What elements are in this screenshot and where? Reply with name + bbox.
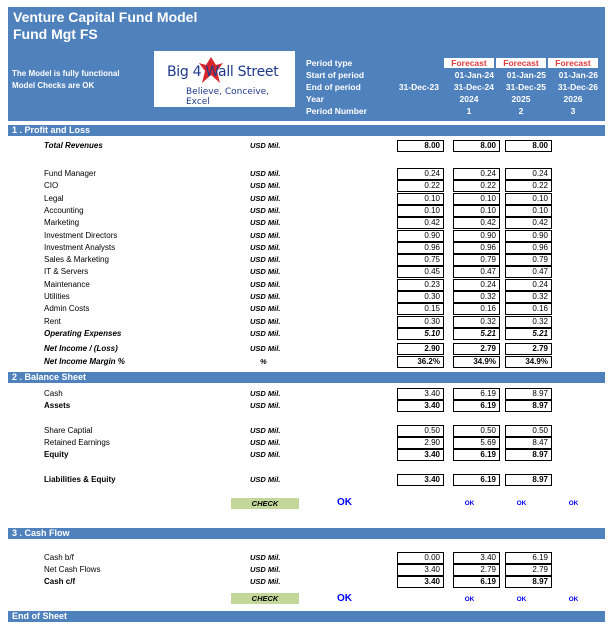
cell-net-income-1[interactable]: 2.90 — [397, 343, 444, 355]
cell-expense-2[interactable]: 0.42 — [453, 217, 500, 229]
start-1: 01-Jan-24 — [454, 70, 494, 80]
year-3: 2026 — [563, 94, 583, 104]
cell-assets-2[interactable]: 6.19 — [453, 400, 500, 412]
row-unit: USD Mil. — [250, 344, 281, 353]
row-unit: USD Mil. — [250, 329, 281, 338]
cell-expense-2[interactable]: 0.32 — [453, 291, 500, 303]
cell-expense-1[interactable]: 0.15 — [397, 303, 444, 315]
row-label: Admin Costs — [44, 304, 90, 313]
model-header — [8, 7, 605, 121]
cf-check-status: OK — [337, 593, 352, 604]
row-unit: USD Mil. — [250, 243, 281, 252]
cell-assets-1[interactable]: 3.40 — [397, 400, 444, 412]
cell-expense-1[interactable]: 0.45 — [397, 266, 444, 278]
cell-equity-3[interactable]: 8.97 — [505, 449, 552, 461]
cell-expense-2[interactable]: 0.47 — [453, 266, 500, 278]
cell-expense-1[interactable]: 0.30 — [397, 316, 444, 328]
row-unit: USD Mil. — [250, 267, 281, 276]
cell-expense-3[interactable]: 0.24 — [505, 168, 552, 180]
row-label: Legal — [44, 194, 64, 203]
num-2: 2 — [518, 106, 524, 116]
row-label: Rent — [44, 317, 61, 326]
cell-expense-2[interactable]: 0.22 — [453, 180, 500, 192]
row-label: Net Income Margin % — [44, 357, 125, 366]
cell-expense-1[interactable]: 0.24 — [397, 168, 444, 180]
section-profit-loss: 1 . Profit and Loss — [8, 125, 605, 136]
cf-check-label: CHECK — [231, 593, 299, 604]
cell-cash-bf-3[interactable]: 6.19 — [505, 552, 552, 564]
cell-expense-3[interactable]: 0.79 — [505, 254, 552, 266]
cell-expense-2[interactable]: 0.90 — [453, 230, 500, 242]
row-unit: USD Mil. — [250, 553, 281, 562]
cell-expense-2[interactable]: 0.16 — [453, 303, 500, 315]
cell-expense-1[interactable]: 0.42 — [397, 217, 444, 229]
row-unit: USD Mil. — [250, 565, 281, 574]
row-label: Operating Expenses — [44, 329, 122, 338]
row-label: Investment Analysts — [44, 243, 116, 252]
row-unit: USD Mil. — [250, 317, 281, 326]
cf-check-ok-2: OK — [516, 596, 527, 603]
cell-cash-3[interactable]: 8.97 — [505, 388, 552, 400]
row-unit: USD Mil. — [250, 577, 281, 586]
bs-check-label: CHECK — [231, 498, 299, 509]
cell-equity-2[interactable]: 6.19 — [453, 449, 500, 461]
cell-expense-2[interactable]: 0.79 — [453, 254, 500, 266]
cell-total-revenues-3[interactable]: 8.00 — [505, 140, 552, 152]
row-unit: USD Mil. — [250, 169, 281, 178]
cell-expense-3[interactable]: 0.32 — [505, 316, 552, 328]
section-balance-sheet: 2 . Balance Sheet — [8, 372, 605, 383]
year-2: 2025 — [511, 94, 531, 104]
cell-expense-2[interactable]: 0.32 — [453, 316, 500, 328]
cell-expense-1[interactable]: 0.22 — [397, 180, 444, 192]
cell-opex-2[interactable]: 5.21 — [453, 328, 500, 340]
cell-cash-bf-2[interactable]: 3.40 — [453, 552, 500, 564]
row-unit: USD Mil. — [250, 206, 281, 215]
row-unit: USD Mil. — [250, 292, 281, 301]
cell-cash-1[interactable]: 3.40 — [397, 388, 444, 400]
cell-net-income-2[interactable]: 2.79 — [453, 343, 500, 355]
cell-opex-1[interactable]: 5.10 — [397, 328, 444, 340]
cell-equity-1[interactable]: 3.40 — [397, 449, 444, 461]
row-label: IT & Servers — [44, 267, 89, 276]
cell-cash-cf-2[interactable]: 6.19 — [453, 576, 500, 588]
bs-check-ok-1: OK — [464, 500, 475, 507]
cell-total-revenues-1[interactable]: 8.00 — [397, 140, 444, 152]
cell-retained-1[interactable]: 2.90 — [397, 437, 444, 449]
row-label: Accounting — [44, 206, 84, 215]
row-label: Liabilities & Equity — [44, 475, 116, 484]
row-unit: USD Mil. — [250, 218, 281, 227]
cell-expense-2[interactable]: 0.24 — [453, 168, 500, 180]
end-of-sheet: End of Sheet — [8, 611, 605, 622]
cell-expense-1[interactable]: 0.75 — [397, 254, 444, 266]
label-period-number: Period Number — [306, 106, 367, 116]
cell-net-cf-1[interactable]: 3.40 — [397, 564, 444, 576]
logo-text: Big 4 Wall Street — [167, 64, 279, 80]
label-end-period: End of period — [306, 82, 361, 92]
row-unit: USD Mil. — [250, 194, 281, 203]
row-label: Cash b/f — [44, 553, 74, 562]
model-subtitle: Fund Mgt FS — [13, 26, 98, 42]
row-label: Sales & Marketing — [44, 255, 109, 264]
logo-tagline: Believe, Conceive, Excel — [186, 87, 270, 107]
cell-expense-3[interactable]: 0.96 — [505, 242, 552, 254]
cell-expense-1[interactable]: 0.30 — [397, 291, 444, 303]
cell-expense-1[interactable]: 0.10 — [397, 193, 444, 205]
cell-liab-eq-3[interactable]: 8.97 — [505, 474, 552, 486]
cell-share-capital-1[interactable]: 0.50 — [397, 425, 444, 437]
cell-cash-cf-3[interactable]: 8.97 — [505, 576, 552, 588]
cell-assets-3[interactable]: 8.97 — [505, 400, 552, 412]
cell-total-revenues-2[interactable]: 8.00 — [453, 140, 500, 152]
num-1: 1 — [466, 106, 472, 116]
row-unit: USD Mil. — [250, 141, 281, 150]
cell-cash-2[interactable]: 6.19 — [453, 388, 500, 400]
row-unit: USD Mil. — [250, 401, 281, 410]
cell-expense-3[interactable]: 0.16 — [505, 303, 552, 315]
row-label: Total Revenues — [44, 141, 103, 150]
row-unit: USD Mil. — [250, 231, 281, 240]
cell-expense-3[interactable]: 0.24 — [505, 279, 552, 291]
cell-expense-3[interactable]: 0.10 — [505, 205, 552, 217]
cell-expense-1[interactable]: 0.10 — [397, 205, 444, 217]
cell-cash-bf-1[interactable]: 0.00 — [397, 552, 444, 564]
cell-net-cf-3[interactable]: 2.79 — [505, 564, 552, 576]
year-1: 2024 — [459, 94, 479, 104]
cell-retained-2[interactable]: 5.69 — [453, 437, 500, 449]
cell-liab-eq-1[interactable]: 3.40 — [397, 474, 444, 486]
row-label: Utilities — [44, 292, 70, 301]
start-2: 01-Jan-25 — [506, 70, 546, 80]
cell-expense-2[interactable]: 0.96 — [453, 242, 500, 254]
cell-expense-2[interactable]: 0.10 — [453, 205, 500, 217]
cell-net-cf-2[interactable]: 2.79 — [453, 564, 500, 576]
cell-expense-2[interactable]: 0.24 — [453, 279, 500, 291]
row-label: Assets — [44, 401, 71, 410]
label-period-type: Period type — [306, 58, 353, 68]
row-label: Equity — [44, 450, 69, 459]
cell-net-margin-1[interactable]: 36.2% — [397, 356, 444, 368]
company-logo — [154, 51, 295, 107]
section-cash-flow: 3 . Cash Flow — [8, 528, 605, 539]
cell-cash-cf-1[interactable]: 3.40 — [397, 576, 444, 588]
num-3: 3 — [570, 106, 576, 116]
cf-check-ok-3: OK — [568, 596, 579, 603]
cell-expense-3[interactable]: 0.32 — [505, 291, 552, 303]
cell-expense-3[interactable]: 0.90 — [505, 230, 552, 242]
label-start-period: Start of period — [306, 70, 365, 80]
period-type-2: Forecast — [496, 58, 546, 68]
row-unit: USD Mil. — [250, 255, 281, 264]
cell-expense-3[interactable]: 0.47 — [505, 266, 552, 278]
cell-expense-3[interactable]: 0.22 — [505, 180, 552, 192]
row-unit: USD Mil. — [250, 426, 281, 435]
row-unit: USD Mil. — [250, 389, 281, 398]
row-unit: USD Mil. — [250, 450, 281, 459]
cf-check-ok-1: OK — [464, 596, 475, 603]
row-label: Maintenance — [44, 280, 90, 289]
cell-net-income-3[interactable]: 2.79 — [505, 343, 552, 355]
row-label: Marketing — [44, 218, 80, 227]
end-3: 31-Dec-26 — [557, 82, 598, 92]
cell-expense-1[interactable]: 0.90 — [397, 230, 444, 242]
cell-share-capital-2[interactable]: 0.50 — [453, 425, 500, 437]
row-label: Net Income / (Loss) — [44, 344, 118, 353]
cell-expense-3[interactable]: 0.42 — [505, 217, 552, 229]
status-functional: The Model is fully functional — [12, 69, 120, 78]
end-1: 31-Dec-24 — [453, 82, 494, 92]
cell-liab-eq-2[interactable]: 6.19 — [453, 474, 500, 486]
bs-check-ok-2: OK — [516, 500, 527, 507]
cell-expense-2[interactable]: 0.10 — [453, 193, 500, 205]
row-unit: USD Mil. — [250, 304, 281, 313]
base-end-date: 31-Dec-23 — [398, 82, 439, 92]
start-3: 01-Jan-26 — [558, 70, 598, 80]
status-checks: Model Checks are OK — [12, 81, 95, 90]
model-title: Venture Capital Fund Model — [13, 9, 198, 25]
row-unit: USD Mil. — [250, 280, 281, 289]
row-label: Fund Manager — [44, 169, 97, 178]
row-label: Retained Earnings — [44, 438, 110, 447]
cell-expense-1[interactable]: 0.96 — [397, 242, 444, 254]
row-label: Share Captial — [44, 426, 93, 435]
period-type-1: Forecast — [444, 58, 494, 68]
row-unit: USD Mil. — [250, 475, 281, 484]
row-unit: USD Mil. — [250, 438, 281, 447]
cell-net-margin-3[interactable]: 34.9% — [505, 356, 552, 368]
row-label: Cash c/f — [44, 577, 76, 586]
row-label: Net Cash Flows — [44, 565, 101, 574]
row-unit: USD Mil. — [250, 181, 281, 190]
cell-opex-3[interactable]: 5.21 — [505, 328, 552, 340]
cell-net-margin-2[interactable]: 34.9% — [453, 356, 500, 368]
bs-check-ok-3: OK — [568, 500, 579, 507]
row-label: Cash — [44, 389, 63, 398]
period-type-3: Forecast — [548, 58, 598, 68]
row-label: Investment Directors — [44, 231, 118, 240]
cell-expense-1[interactable]: 0.23 — [397, 279, 444, 291]
cell-retained-3[interactable]: 8.47 — [505, 437, 552, 449]
label-year: Year — [306, 94, 324, 104]
row-label: CIO — [44, 181, 59, 190]
cell-expense-3[interactable]: 0.10 — [505, 193, 552, 205]
cell-share-capital-3[interactable]: 0.50 — [505, 425, 552, 437]
bs-check-status: OK — [337, 497, 352, 508]
row-unit: % — [260, 357, 267, 366]
end-2: 31-Dec-25 — [505, 82, 546, 92]
